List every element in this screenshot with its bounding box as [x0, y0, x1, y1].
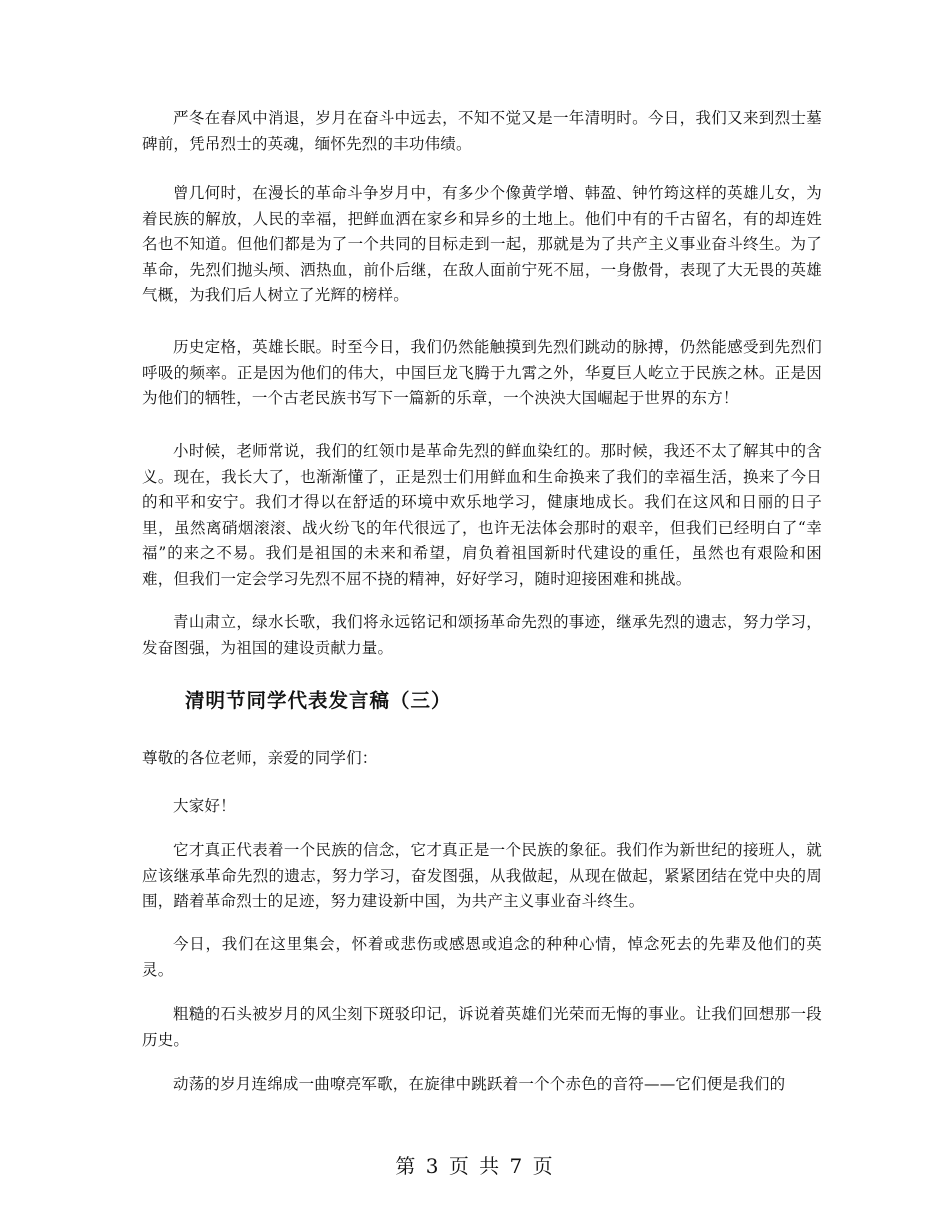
paragraph: 小时候，老师常说，我们的红领巾是革命先烈的鲜血染红的。那时候，我还不太了解其中的含义。现在，我长大了，也渐渐懂了，正是烈士们用鲜血和生命换来了我们的幸福生活，换来了今日的和平和安宁。我们才得以在舒适的环境中欢乐地学习，健康地成长。我们在这风和日丽的日子里，虽然离硝烟滚滚、战火纷飞的年代很远了，也许无法体会那时的艰辛，但我们已经明白了“幸福”的来之不易。我们是祖国的未来和希望，肩负着祖国新时代建设的重任，虽然也有艰险和困难，但我们一定会学习先烈不屈不挠的精神，好好学习，随时迎接困难和挑战。 — [142, 442, 822, 588]
salutation: 尊敬的各位老师，亲爱的同学们： — [142, 749, 378, 767]
paragraph: 历史定格，英雄长眠。时至今日，我们仍然能触摸到先烈们跳动的脉搏，仍然能感受到先烈们呼吸的频率。正是因为他们的伟大，中国巨龙飞腾于九霄之外，华夏巨人屹立于民族之林。正是因为他们的牺牲，一个古老民族书写下一篇新的乐章，一个泱泱大国崛起于世界的东方！ — [142, 338, 822, 407]
greeting: 大家好！ — [173, 797, 236, 815]
paragraph: 严冬在春风中消退，岁月在奋斗中远去，不知不觉又是一年清明时。今日，我们又来到烈士墓碑前，凭吊烈士的英魂，缅怀先烈的丰功伟绩。 — [142, 109, 822, 153]
paragraph: 青山肃立，绿水长歌，我们将永远铭记和颂扬革命先烈的事迹，继承先烈的遗志，努力学习，发奋图强，为祖国的建设贡献力量。 — [142, 613, 822, 657]
section-title: 清明节同学代表发言稿（三） — [185, 689, 452, 712]
paragraph: 它才真正代表着一个民族的信念，它才真正是一个民族的象征。我们作为新世纪的接班人，就应该继承革命先烈的遗志，努力学习，奋发图强，从我做起，从现在做起，紧紧团结在党中央的周围，踏着革命烈士的足迹，努力建设新中国，为共产主义事业奋斗终生。 — [142, 841, 822, 910]
paragraph: 粗糙的石头被岁月的风尘刻下斑驳印记，诉说着英雄们光荣而无悔的事业。让我们回想那一段历史。 — [142, 1005, 822, 1049]
page-number: 第 3 页 共 7 页 — [395, 1154, 555, 1178]
paragraph: 今日，我们在这里集会，怀着或悲伤或感恩或追念的种种心情，悼念死去的先辈及他们的英灵。 — [142, 935, 822, 979]
paragraph: 动荡的岁月连绵成一曲嘹亮军歌，在旋律中跳跃着一个个赤色的音符——它们便是我们的 — [173, 1075, 786, 1093]
paragraph: 曾几何时，在漫长的革命斗争岁月中，有多少个像黄学增、韩盈、钟竹筠这样的英雄儿女，为着民族的解放，人民的幸福，把鲜血洒在家乡和异乡的土地上。他们中有的千古留名，有的却连姓名也不知道。但他们都是为了一个共同的目标走到一起，那就是为了共产主义事业奋斗终生。为了革命，先烈们抛头颅、洒热血，前仆后继，在敌人面前宁死不屈，一身傲骨，表现了大无畏的英雄气概，为我们后人树立了光辉的榜样。 — [142, 184, 822, 304]
